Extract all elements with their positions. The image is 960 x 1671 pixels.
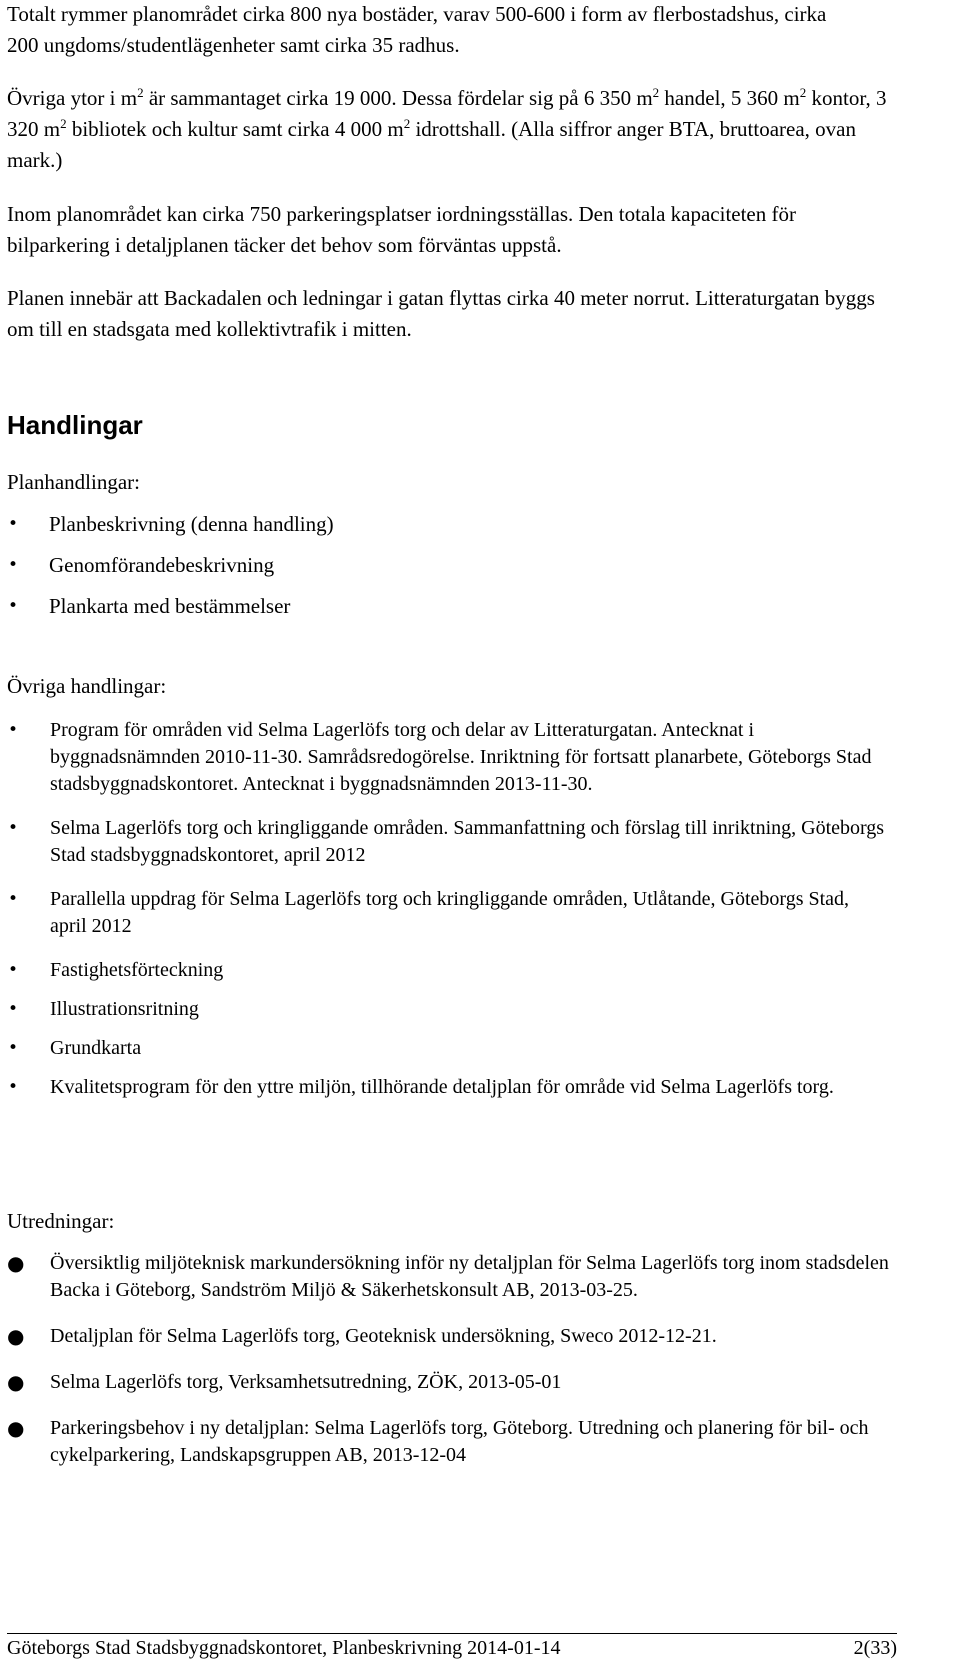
bullet-icon: ● [7,1370,25,1394]
list-item [7,1074,887,1101]
list-item-text: Selma Lagerlöfs torg och kringliggande områden. Sammanfattning och förslag till inriktning, Göteborgs Stad stadsbyggnadskontoret, april 2012 [50,817,885,866]
list-item [7,957,887,984]
studies-label: Utredningar: [7,1209,115,1233]
text-span: handel, 5 360 m [659,86,800,110]
list-item-text: Detaljplan för Selma Lagerlöfs torg, Geoteknisk undersökning, Sweco 2012-12-21. [50,1325,717,1347]
plan-documents-list [7,511,334,634]
superscript: 2 [799,85,807,100]
bullet-icon: • [8,999,19,1019]
text-span: Övriga ytor i m [7,86,138,110]
list-item-text: Program för områden vid Selma Lagerlöfs torg och delar av Litteraturgatan. Antecknat i byggnadsnämnden 2010-11-30. Samrådsredogörelse. Inriktning för fortsatt planarbete, Göteborgs Stad stadsbyggnadskontoret. Antecknat i byggnadsnämnden 2013-11-30. [50,719,872,795]
bullet-icon: • [8,889,19,909]
list-item-text: Grundkarta [50,1037,142,1059]
list-item-text: Kvalitetsprogram för den yttre miljön, tillhörande detaljplan för område vid Selma Lagerlöfs torg. [50,1076,834,1098]
bullet-icon: • [8,960,19,980]
list-item [7,1369,897,1396]
list-item [7,1250,897,1304]
other-documents-list [7,717,887,1101]
section-heading: Handlingar [7,410,143,440]
superscript: 2 [137,85,144,100]
list-item [7,1035,887,1062]
paragraph-parking: Inom planområdet kan cirka 750 parkeringsplatser iordningsställas. Den totala kapaciteten för bilparkering i detaljplanen täcker det behov som förväntas uppstå. [7,202,796,257]
list-item [7,886,887,940]
page-footer [7,1637,897,1660]
list-item [7,815,887,869]
list-item-text: Genomförandebeskrivning [49,553,275,577]
bullet-icon: • [8,1077,19,1097]
list-item-text: Översiktlig miljöteknisk markundersökning inför ny detaljplan för Selma Lagerlöfs torg inom stadsdelen Backa i Göteborg, Sandström Miljö & Säkerhetskonsult AB, 2013-03-25. [50,1252,889,1301]
list-item-text: Fastighetsförteckning [50,959,224,981]
list-item [7,511,334,552]
plan-documents-label: Planhandlingar: [7,470,140,494]
footer-source: Göteborgs Stad Stadsbyggnadskontoret, Planbeskrivning 2014-01-14 [7,1637,561,1659]
footer-divider [7,1633,897,1634]
bullet-icon: ● [7,1251,25,1275]
text-span: är sammantaget cirka 19 000. Dessa fördelar sig på 6 350 m [143,86,653,110]
list-item [7,996,887,1023]
list-item [7,552,334,593]
bullet-icon: • [8,514,19,534]
list-item-text: Planbeskrivning (denna handling) [49,512,334,536]
superscript: 2 [403,116,411,131]
paragraph-housing: Totalt rymmer planområdet cirka 800 nya bostäder, varav 500-600 i form av flerbostadshus, cirka 200 ungdoms/studentlägenheter samt cirka 35 radhus. [7,2,827,57]
text-span: idrottshall. (Alla siffror anger BTA, bruttoarea, ovan mark.) [7,117,857,172]
bullet-icon: • [8,555,19,575]
list-item [7,593,334,634]
bullet-icon: ● [7,1324,25,1348]
bullet-icon: • [8,1038,19,1058]
list-item-text: Selma Lagerlöfs torg, Verksamhetsutredning, ZÖK, 2013-05-01 [50,1371,562,1393]
superscript: 2 [652,85,660,100]
list-item [7,1415,897,1469]
other-documents-label: Övriga handlingar: [7,674,167,698]
bullet-icon: • [8,596,19,616]
paragraph-other-areas [7,83,907,176]
bullet-icon: • [8,818,19,838]
list-item-text: Parkeringsbehov i ny detaljplan: Selma Lagerlöfs torg, Göteborg. Utredning och planering för bil- och cykelparkering, Landskapsgruppen AB, 2013-12-04 [50,1417,869,1466]
list-item [7,717,887,798]
list-item-text: Plankarta med bestämmelser [49,594,291,618]
list-item-text: Illustrationsritning [50,998,199,1020]
text-span: kontor, 3 320 m [7,86,887,141]
paragraph-plan-effects: Planen innebär att Backadalen och ledningar i gatan flyttas cirka 40 meter norrut. Litteraturgatan byggs om till en stadsgata med kollektivtrafik i mitten. [7,286,875,341]
bullet-icon: ● [7,1416,25,1440]
page-number: 2(33) [853,1637,897,1659]
list-item-text: Parallella uppdrag för Selma Lagerlöfs torg och kringliggande områden, Utlåtande, Göteborgs Stad, april 2012 [50,888,850,937]
superscript: 2 [60,116,67,131]
bullet-icon: • [8,720,19,740]
list-item [7,1323,897,1350]
studies-list [7,1250,897,1469]
text-span: bibliotek och kultur samt cirka 4 000 m [66,117,404,141]
